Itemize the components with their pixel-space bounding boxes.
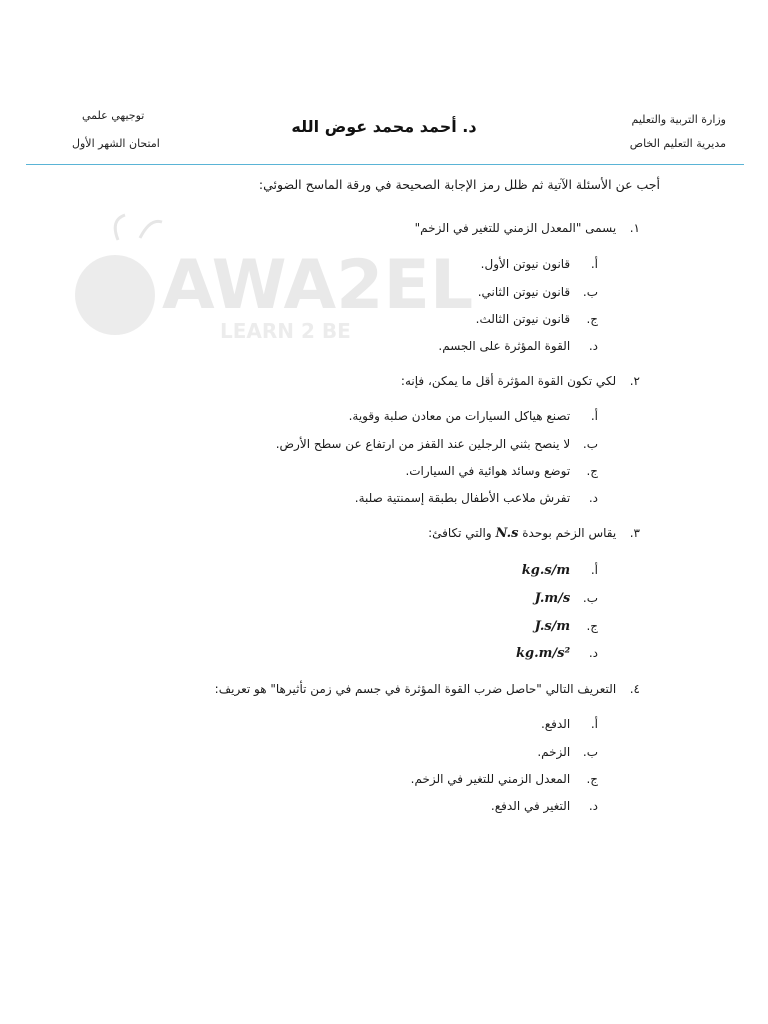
option-q1-c[interactable] [476, 312, 598, 326]
option-letter: أ. [590, 409, 598, 423]
option-letter: د. [588, 799, 598, 813]
question-number: ٣. [629, 526, 640, 540]
option-text: الزخم. [537, 745, 571, 759]
option-letter: ج. [586, 464, 598, 478]
question-number: ٤. [629, 682, 640, 696]
question-text: لكي تكون القوة المؤثرة أقل ما يمكن، فإنه: [400, 374, 617, 388]
option-q3-b[interactable] [535, 591, 598, 606]
option-q3-d[interactable] [516, 646, 598, 661]
option-q2-c[interactable] [405, 464, 598, 478]
question-2 [401, 374, 640, 388]
question-text-before: يقاس الزخم بوحدة [522, 526, 617, 540]
option-text: المعدل الزمني للتغير في الزخم. [410, 772, 571, 786]
option-q3-c[interactable] [535, 619, 598, 634]
option-text: التغير في الدفع. [490, 799, 571, 813]
question-number: ٢. [629, 374, 640, 388]
option-text: القوة المؤثرة على الجسم. [438, 339, 571, 353]
option-text: قانون نيوتن الثاني. [477, 285, 571, 299]
option-math: J.m/s [534, 591, 571, 606]
instructions: أجب عن الأسئلة الآتية ثم ظلل رمز الإجابة الصحيحة في ورقة الماسح الضوئي: [258, 177, 660, 192]
option-letter: د. [588, 339, 598, 353]
question-text-after: والتي تكافئ: [428, 526, 492, 540]
option-letter: ب. [582, 591, 598, 605]
option-letter: أ. [590, 563, 598, 577]
watermark-tagline: LEARN 2 BE [220, 319, 351, 343]
option-text: الدفع. [540, 717, 571, 731]
option-text: تصنع هياكل السيارات من معادن صلبة وقوية. [348, 409, 571, 423]
option-q4-d[interactable] [491, 799, 598, 813]
option-text: تفرش ملاعب الأطفال بطبقة إسمنتية صلبة. [354, 491, 571, 505]
option-letter: ج. [586, 619, 598, 633]
option-math: J.s/m [534, 619, 571, 634]
option-math: kg.m/s² [516, 646, 571, 661]
ministry-name: وزارة التربية والتعليم [631, 113, 726, 126]
option-letter: أ. [590, 257, 598, 271]
option-q4-b[interactable] [537, 745, 598, 759]
question-text: التعريف التالي "حاصل ضرب القوة المؤثرة في جسم في زمن تأثيرها" هو تعريف: [214, 682, 617, 696]
option-text: لا ينصح بثني الرجلين عند القفز من ارتفاع عن سطح الأرض. [275, 437, 571, 451]
option-q1-a[interactable] [481, 257, 598, 271]
option-letter: ب. [582, 745, 598, 759]
teacher-name: د. أحمد محمد عوض الله [291, 117, 477, 136]
question-4 [215, 682, 640, 696]
directorate-name: مديرية التعليم الخاص [629, 137, 726, 150]
option-text: قانون نيوتن الثالث. [475, 312, 571, 326]
option-letter: د. [588, 646, 598, 660]
option-letter: ب. [582, 285, 598, 299]
exam-title: امتحان الشهر الأول [72, 137, 160, 150]
option-q4-a[interactable] [541, 717, 598, 731]
question-1 [415, 221, 640, 235]
option-letter: ب. [582, 437, 598, 451]
option-letter: ج. [586, 772, 598, 786]
grade-label: توجيهي علمي [82, 109, 145, 122]
question-text: يسمى "المعدل الزمني للتغير في الزخم" [414, 221, 617, 235]
option-q2-b[interactable] [276, 437, 598, 451]
option-q1-d[interactable] [438, 339, 598, 353]
option-q2-d[interactable] [355, 491, 598, 505]
option-letter: أ. [590, 717, 598, 731]
option-text: قانون نيوتن الأول. [480, 257, 571, 271]
header-divider [26, 164, 744, 165]
unit-math: N.s [495, 526, 519, 541]
option-q3-a[interactable] [522, 563, 598, 578]
option-letter: ج. [586, 312, 598, 326]
option-q1-b[interactable] [478, 285, 598, 299]
option-letter: د. [588, 491, 598, 505]
watermark-brand: AWA2EL [162, 246, 474, 325]
question-3 [428, 526, 640, 541]
option-q4-c[interactable] [411, 772, 598, 786]
question-number: ١. [629, 221, 640, 235]
option-text: توضع وسائد هوائية في السيارات. [405, 464, 571, 478]
option-math: kg.s/m [521, 563, 571, 578]
option-q2-a[interactable] [349, 409, 598, 423]
